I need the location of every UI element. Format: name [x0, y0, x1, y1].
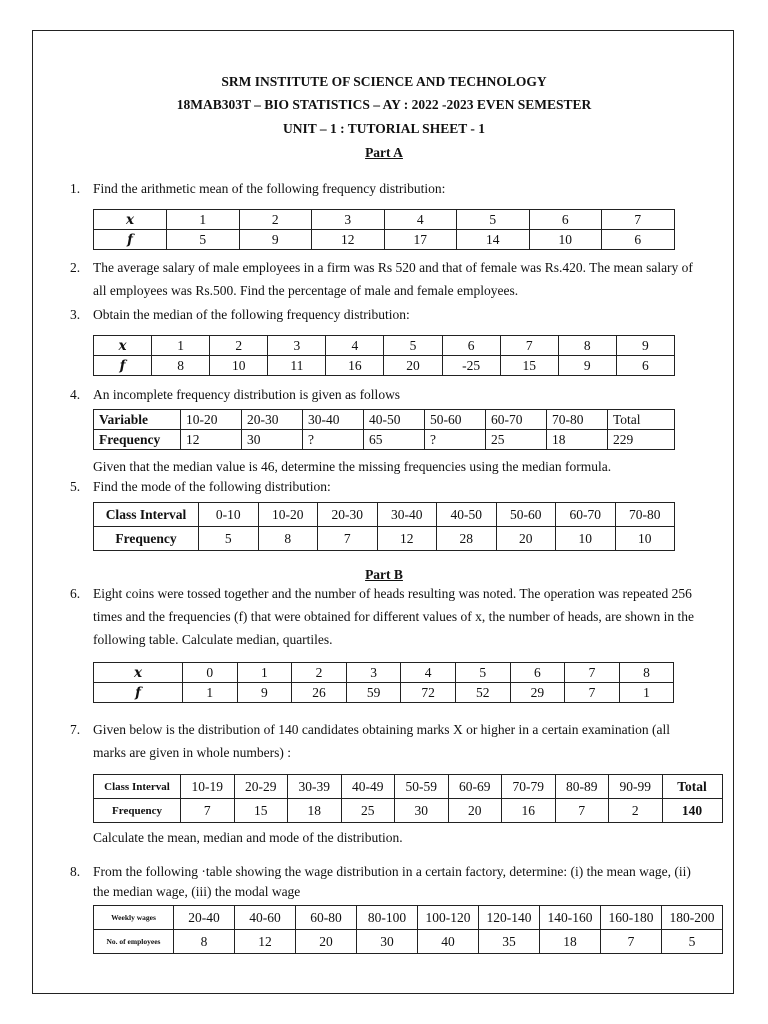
institute-title: SRM INSTITUTE OF SCIENCE AND TECHNOLOGY [221, 74, 547, 89]
table-cell: 40-50 [437, 503, 497, 527]
table-cell: ? [425, 430, 486, 450]
table-cell: 5 [199, 527, 259, 551]
table-cell: 7 [601, 930, 662, 954]
table-cell: 7 [565, 663, 620, 683]
table-cell: 2 [210, 336, 268, 356]
table-header-cell: Class Interval [94, 503, 199, 527]
table-cell: 140-160 [540, 906, 601, 930]
table-row [94, 430, 675, 450]
table-cell: 10 [615, 527, 675, 551]
table-cell: 30 [242, 430, 303, 450]
table-cell: 8 [152, 356, 210, 376]
table-cell: 30 [357, 930, 418, 954]
table-header-cell: Frequency [94, 430, 181, 450]
table-cell: 120-140 [479, 906, 540, 930]
table-cell: 7 [318, 527, 378, 551]
table-cell: 10-20 [181, 410, 242, 430]
table-cell: 28 [437, 527, 497, 551]
table-cell: 12 [312, 230, 385, 250]
table-cell: 7 [555, 799, 609, 823]
table-cell: 2 [609, 799, 663, 823]
table-cell: 20 [496, 527, 556, 551]
table-cell: 17 [384, 230, 457, 250]
table-q8 [93, 905, 723, 954]
question-number: 6. [70, 586, 81, 601]
question-text: From the following ·table showing the wage distribution in a certain factory, determine: (i) the mean wage, (ii) the median wage, (iii) the modal wage [93, 864, 691, 899]
table-cell: 50-60 [496, 503, 556, 527]
table-header-cell: 𝒙 [94, 210, 167, 230]
question-text: Given below is the distribution of 140 candidates obtaining marks X or higher in a certain examination (all marks are given in whole numbers) : [93, 722, 670, 760]
table-cell: 26 [292, 683, 347, 703]
table-cell: Total [608, 410, 675, 430]
question-text: Find the mode of the following distribution: [93, 479, 331, 494]
table-header-cell: No. of employees [94, 930, 174, 954]
table-cell: 6 [602, 230, 675, 250]
table-cell: 4 [401, 663, 456, 683]
table-cell: 5 [662, 930, 723, 954]
table-cell: 59 [346, 683, 401, 703]
table-cell: 9 [558, 356, 616, 376]
table-cell: 30-39 [288, 775, 342, 799]
table-cell: 72 [401, 683, 456, 703]
table-cell: 0 [183, 663, 238, 683]
table-cell: 5 [457, 210, 530, 230]
table-cell: 20-40 [174, 906, 235, 930]
table-cell: 180-200 [662, 906, 723, 930]
table-q3 [93, 335, 675, 376]
table-cell: 1 [152, 336, 210, 356]
table-cell: 9 [237, 683, 292, 703]
table-cell: 10-20 [258, 503, 318, 527]
table-cell: 1 [237, 663, 292, 683]
table-cell: 30-40 [303, 410, 364, 430]
question-number: 1. [70, 181, 81, 196]
table-q5 [93, 502, 675, 551]
table-cell: 70-80 [615, 503, 675, 527]
table-row [94, 775, 723, 799]
table-cell: 15 [234, 799, 288, 823]
table-cell: 1 [183, 683, 238, 703]
question-text: Find the arithmetic mean of the following frequency distribution: [93, 181, 446, 196]
table-cell: 60-70 [556, 503, 616, 527]
table-cell: Total [662, 775, 722, 799]
table-header-cell: 𝒙 [94, 336, 152, 356]
table-cell: 3 [268, 336, 326, 356]
table-cell: 50-60 [425, 410, 486, 430]
table-row [94, 906, 723, 930]
table-header-cell: 𝒇 [94, 356, 152, 376]
table-cell: 6 [510, 663, 565, 683]
table-cell: 40-60 [235, 906, 296, 930]
course-title: 18MAB303T – BIO STATISTICS – AY : 2022 -2023 EVEN SEMESTER [176, 97, 592, 112]
table-cell: 30 [395, 799, 449, 823]
table-cell: 100-120 [418, 906, 479, 930]
table-header-cell: 𝒇 [94, 683, 183, 703]
table-cell: 140 [662, 799, 722, 823]
table-cell: 20-29 [234, 775, 288, 799]
table-cell: 65 [364, 430, 425, 450]
table-cell: 3 [346, 663, 401, 683]
table-cell: 6 [616, 356, 674, 376]
table-cell: 229 [608, 430, 675, 450]
part-a-heading: Part A [365, 145, 403, 160]
table-cell: 7 [500, 336, 558, 356]
table-cell: 160-180 [601, 906, 662, 930]
table-cell: 10 [210, 356, 268, 376]
question-number: 4. [70, 387, 81, 402]
table-row [94, 527, 675, 551]
table-cell: 20-30 [242, 410, 303, 430]
table-cell: 16 [502, 799, 556, 823]
table-cell: 8 [558, 336, 616, 356]
table-header-cell: Variable [94, 410, 181, 430]
table-row [94, 683, 674, 703]
table-header-cell: 𝒇 [94, 230, 167, 250]
table-row [94, 210, 675, 230]
table-cell: 15 [500, 356, 558, 376]
table-q4 [93, 409, 675, 450]
table-row [94, 410, 675, 430]
table-cell: 40-49 [341, 775, 395, 799]
table-cell: 29 [510, 683, 565, 703]
table-cell: 7 [181, 799, 235, 823]
table-cell: 7 [602, 210, 675, 230]
table-cell: 60-70 [486, 410, 547, 430]
table-cell: 18 [288, 799, 342, 823]
table-cell: 6 [529, 210, 602, 230]
table-cell: ? [303, 430, 364, 450]
question-number: 7. [70, 722, 81, 737]
table-cell: 10 [529, 230, 602, 250]
question-number: 3. [70, 307, 81, 322]
part-b-heading: Part B [365, 567, 403, 582]
table-cell: 8 [258, 527, 318, 551]
table-cell: 4 [326, 336, 384, 356]
table-cell: 6 [442, 336, 500, 356]
table-cell: 40 [418, 930, 479, 954]
table-cell: 52 [455, 683, 510, 703]
q4-note: Given that the median value is 46, determine the missing frequencies using the median formula. [93, 459, 612, 474]
table-cell: 12 [235, 930, 296, 954]
table-cell: 60-80 [296, 906, 357, 930]
table-cell: 5 [455, 663, 510, 683]
table-cell: 25 [341, 799, 395, 823]
table-cell: 8 [619, 663, 674, 683]
q7-note: Calculate the mean, median and mode of the distribution. [93, 830, 403, 845]
table-q7 [93, 774, 723, 823]
table-cell: 8 [174, 930, 235, 954]
table-cell: 80-100 [357, 906, 418, 930]
table-cell: 0-10 [199, 503, 259, 527]
table-cell: 18 [540, 930, 601, 954]
table-header-cell: Weekly wages [94, 906, 174, 930]
table-cell: 3 [312, 210, 385, 230]
question-text: Obtain the median of the following frequency distribution: [93, 307, 410, 322]
table-cell: 4 [384, 210, 457, 230]
question-number: 5. [70, 479, 81, 494]
table-cell: 70-79 [502, 775, 556, 799]
table-cell: 2 [239, 210, 312, 230]
table-q1 [93, 209, 675, 250]
question-number: 2. [70, 260, 81, 275]
table-header-cell: Frequency [94, 799, 181, 823]
question-text: Eight coins were tossed together and the number of heads resulting was noted. The operation was repeated 256 times and the frequencies (f) that were obtained for different values of x, the number of heads, are shown in the following table. Calculate median, quartiles. [93, 586, 695, 647]
table-cell: 10-19 [181, 775, 235, 799]
table-q6 [93, 662, 674, 703]
unit-title: UNIT – 1 : TUTORIAL SHEET - 1 [283, 121, 485, 136]
table-cell: 20-30 [318, 503, 378, 527]
table-cell: 9 [616, 336, 674, 356]
table-cell: 1 [167, 210, 240, 230]
table-cell: 11 [268, 356, 326, 376]
table-header-cell: Frequency [94, 527, 199, 551]
table-cell: 12 [181, 430, 242, 450]
table-cell: 20 [384, 356, 442, 376]
table-cell: 70-80 [547, 410, 608, 430]
table-header-cell: Class Interval [94, 775, 181, 799]
table-cell: 80-89 [555, 775, 609, 799]
question-text: The average salary of male employees in a firm was Rs 520 and that of female was Rs.420. The mean salary of all employees was Rs.500. Find the percentage of male and female employees. [93, 260, 693, 298]
table-row [94, 930, 723, 954]
table-cell: 7 [565, 683, 620, 703]
table-cell: 9 [239, 230, 312, 250]
table-row [94, 663, 674, 683]
table-cell: 14 [457, 230, 530, 250]
table-cell: 18 [547, 430, 608, 450]
table-cell: 20 [448, 799, 502, 823]
table-cell: 5 [384, 336, 442, 356]
question-text: An incomplete frequency distribution is given as follows [93, 387, 401, 402]
table-row [94, 356, 675, 376]
table-cell: 25 [486, 430, 547, 450]
question-number: 8. [70, 864, 81, 879]
table-cell: 90-99 [609, 775, 663, 799]
table-row [94, 503, 675, 527]
table-row [94, 230, 675, 250]
table-cell: 40-50 [364, 410, 425, 430]
table-cell: 1 [619, 683, 674, 703]
table-cell: 20 [296, 930, 357, 954]
table-row [94, 336, 675, 356]
table-cell: 10 [556, 527, 616, 551]
table-cell: 60-69 [448, 775, 502, 799]
table-cell: 12 [377, 527, 437, 551]
table-cell: 35 [479, 930, 540, 954]
table-cell: 50-59 [395, 775, 449, 799]
table-cell: 5 [167, 230, 240, 250]
table-cell: 2 [292, 663, 347, 683]
table-cell: 30-40 [377, 503, 437, 527]
table-row [94, 799, 723, 823]
table-cell: -25 [442, 356, 500, 376]
table-cell: 16 [326, 356, 384, 376]
table-header-cell: 𝒙 [94, 663, 183, 683]
